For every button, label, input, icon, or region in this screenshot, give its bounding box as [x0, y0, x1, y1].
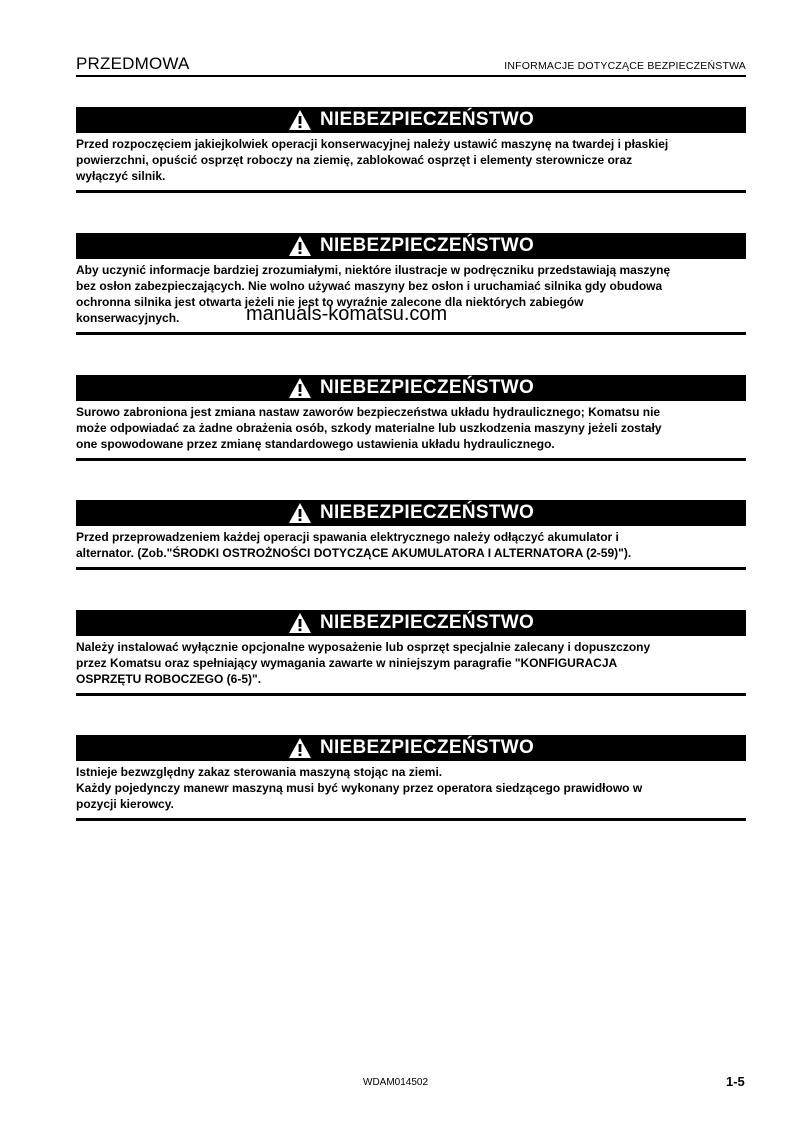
warning-rule: [76, 458, 746, 461]
warning-title: NIEBEZPIECZEŃSTWO: [319, 235, 535, 256]
warning-title: NIEBEZPIECZEŃSTWO: [319, 612, 535, 633]
section-title: PRZEDMOWA: [76, 54, 190, 73]
warning-rule: [76, 693, 746, 696]
warning-triangle-icon: [288, 377, 312, 399]
warning-text: Surowo zabroniona jest zmiana nastaw zaworów bezpieczeństwa układu hydraulicznego; Komatsu nie może odpowiadać za żadne obrażenia osób, szkody materialne lub uszkodzenia maszyny jeżeli zostały one spowodowane przez zmianę standardowego ustawienia układu hydraulicznego.: [76, 405, 662, 451]
warning-title: NIEBEZPIECZEŃSTWO: [319, 737, 535, 758]
warning-rule: [76, 190, 746, 193]
warning-title: NIEBEZPIECZEŃSTWO: [319, 502, 535, 523]
warning-bar: [76, 500, 746, 526]
warning-text: Przed rozpoczęciem jakiejkolwiek operacji konserwacyjnej należy ustawić maszynę na twardej i płaskiej powierzchni, opuścić osprzęt roboczy na ziemię, zablokować osprzęt i elementy sterownicze oraz wyłączyć silnik.: [76, 137, 669, 183]
document-code: WDAM014502: [363, 1077, 429, 1088]
warning-rule: [76, 818, 746, 821]
warning-triangle-icon: [288, 612, 312, 634]
warning-triangle-icon: [288, 109, 312, 131]
warning-title: NIEBEZPIECZEŃSTWO: [319, 377, 535, 398]
warning-text: Aby uczynić informacje bardziej zrozumiałymi, niektóre ilustracje w podręczniku przedstawiają maszynę bez osłon zabezpieczających. Nie wolno używać maszyny bez osłon i uruchamiać silnika gdy obudowa ochronna silnika jest otwarta jeżeli nie jest to wyraźnie zalecone dla niektórych zabiegów konserwacyjnych.: [76, 263, 671, 325]
danger-warning-3: [76, 375, 746, 461]
header-rule: [76, 75, 746, 77]
danger-warning-4: [76, 500, 746, 570]
page-header: [76, 54, 746, 76]
danger-warning-1: [76, 107, 746, 193]
warning-rule: [76, 567, 746, 570]
warning-triangle-icon: [288, 235, 312, 257]
warning-text: Przed przeprowadzeniem każdej operacji spawania elektrycznego należy odłączyć akumulator i alternator. (Zob."ŚRODKI OSTROŻNOŚCI DOTYCZĄCE AKUMULATORA I ALTERNATORA (2-59)").: [76, 530, 632, 560]
warning-triangle-icon: [288, 502, 312, 524]
warning-bar: [76, 610, 746, 636]
warning-text: Istnieje bezwzględny zakaz sterowania maszyną stojąc na ziemi. Każdy pojedynczy manewr maszyną musi być wykonany przez operatora siedzącego prawidłowo w pozycji kierowcy.: [76, 765, 643, 811]
page-number: 1-5: [726, 1074, 745, 1089]
warning-bar: [76, 233, 746, 259]
danger-warning-6: [76, 735, 746, 821]
danger-warning-5: [76, 610, 746, 696]
warning-bar: [76, 375, 746, 401]
warning-title: NIEBEZPIECZEŃSTWO: [319, 109, 535, 130]
warning-text: Należy instalować wyłącznie opcjonalne wyposażenie lub osprzęt specjalnie zalecany i dopuszczony przez Komatsu oraz spełniający wymagania zawarte w niniejszym paragrafie "KONFIGURACJA OSPRZĘTU ROBOCZEGO (6-5)".: [76, 640, 651, 686]
chapter-title: INFORMACJE DOTYCZĄCE BEZPIECZEŃSTWA: [504, 60, 746, 72]
warning-rule: [76, 332, 746, 335]
watermark: manuals-komatsu.com: [246, 303, 448, 325]
warning-bar: [76, 735, 746, 761]
warning-bar: [76, 107, 746, 133]
warning-triangle-icon: [288, 737, 312, 759]
